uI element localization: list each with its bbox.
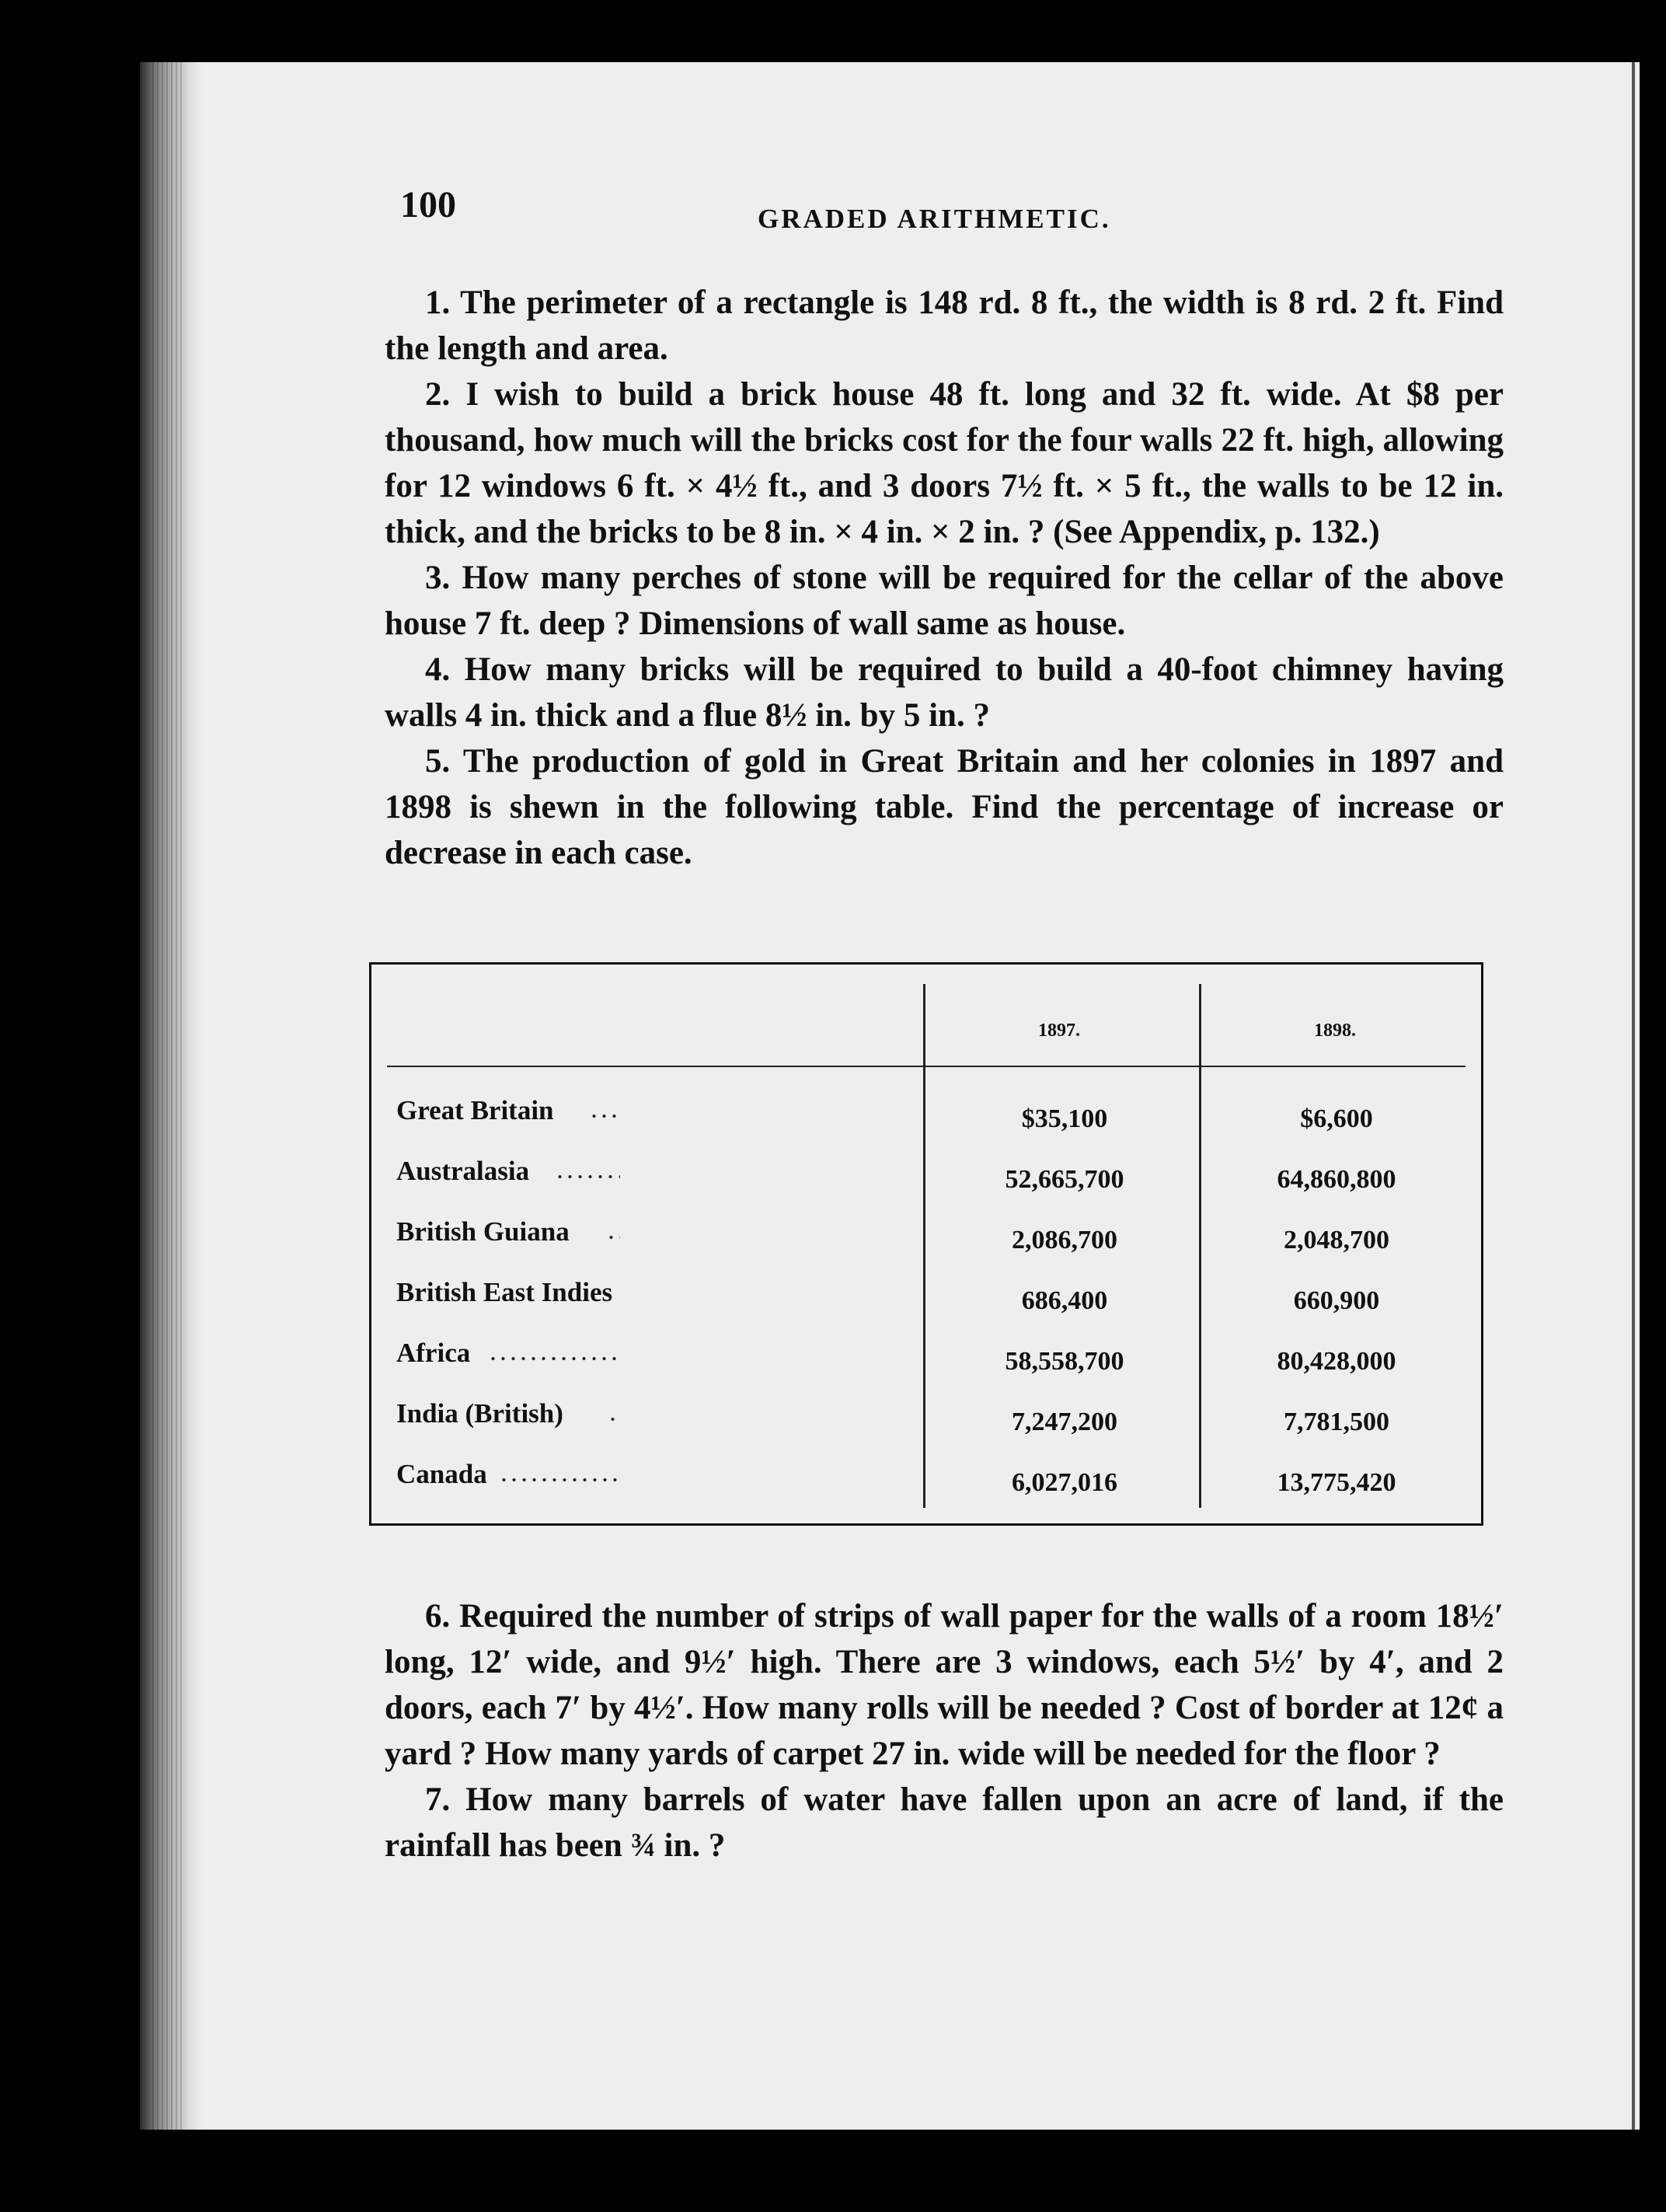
dot-leaders [499,1478,620,1482]
problem-text: The perimeter of a rectangle is 148 rd. 8 ft., the width is 8 rd. 2 ft. Find the length and area. [385,284,1504,367]
row-label: India (British) [396,1398,563,1429]
row-label: Great Britain [396,1095,554,1125]
problem-number: 6. [425,1598,451,1635]
problem-number: 1. [425,284,451,321]
problem-text: How many barrels of water have fallen upon an acre of land, if the rainfall has been ¾ in. ? [385,1781,1504,1864]
value-1897: 686,400 [1021,1286,1108,1315]
problem-2 [385,372,1504,555]
value-1897: 58,558,700 [1005,1347,1124,1376]
value-1897: $35,100 [1021,1104,1108,1133]
value-1898: 7,781,500 [1284,1408,1389,1436]
value-1897: 52,665,700 [1005,1165,1124,1194]
problem-number: 5. [425,743,451,780]
column-header-1898: 1898. [1314,1021,1356,1041]
problem-5 [385,738,1504,876]
row-label: Australasia [396,1156,530,1186]
row-label: British Guiana [396,1216,570,1247]
header-rule [387,1066,1466,1067]
table-row [396,1398,1469,1445]
problem-6 [385,1593,1504,1777]
problem-text: How many perches of stone will be required for the cellar of the above house 7 ft. deep ? Dimensions of wall same as house. [385,560,1504,642]
table-row [396,1338,1469,1384]
problem-text: The production of gold in Great Britain and her colonies in 1897 and 1898 is shewn in the following table. Find the percentage of increase or decrease in each case. [385,743,1504,871]
table-row [396,1095,1469,1142]
value-1897: 2,086,700 [1012,1226,1117,1254]
page-number: 100 [400,184,456,225]
dot-leaders [606,1235,620,1240]
row-label: British East Indies [396,1277,613,1307]
table-row [396,1156,1469,1202]
dot-leaders [488,1356,620,1361]
dot-leaders [589,1114,620,1118]
problem-1 [385,280,1504,372]
problem-number: 2. [425,376,451,413]
problems-bottom [385,1593,1504,1868]
dot-leaders [555,1174,620,1179]
row-label: Africa [396,1338,471,1368]
value-1898: 2,048,700 [1284,1226,1389,1254]
table-row [396,1216,1469,1263]
value-1898: 13,775,420 [1277,1468,1396,1497]
value-1897: 6,027,016 [1012,1468,1117,1497]
row-label: Canada [396,1459,487,1489]
problem-3 [385,555,1504,647]
running-head: GRADED ARITHMETIC. [758,204,1111,234]
problem-text: How many bricks will be required to build a 40-foot chimney having walls 4 in. thick and a flue 8½ in. by 5 in. ? [385,651,1504,734]
problem-number: 4. [425,651,451,688]
value-1898: 64,860,800 [1277,1165,1396,1194]
problem-text: Required the number of strips of wall paper for the walls of a room 18½′ long, 12′ wide, and 9½′ high. There are 3 windows, each 5½′ by 4′, and 2 doors, each 7′ by 4½′. How many rolls will be needed ? Cost of border at 12¢ a yard ? How many yards of carpet 27 in. wide will be needed for the floor ? [385,1598,1504,1772]
problem-7 [385,1777,1504,1868]
problems-top [385,280,1504,876]
value-1897: 7,247,200 [1012,1408,1117,1436]
value-1898: $6,600 [1300,1104,1373,1133]
problem-4 [385,647,1504,738]
table-row [396,1277,1469,1324]
problem-number: 7. [425,1781,451,1818]
value-1898: 660,900 [1293,1286,1380,1315]
binding-edge-lines [152,62,183,2130]
page-right-margin [1640,62,1666,2130]
problem-number: 3. [425,560,451,596]
problem-text: I wish to build a brick house 48 ft. long and 32 ft. wide. At $8 per thousand, how much will the bricks cost for the four walls 22 ft. high, allowing for 12 windows 6 ft. × 4½ ft., and 3 doors 7½ ft. × 5 ft., the walls to be 12 in. thick, and the bricks to be 8 in. × 4 in. × 2 in. ? (See Appendix, p. 132.) [385,376,1504,550]
value-1898: 80,428,000 [1277,1347,1396,1376]
dot-leaders [608,1417,620,1422]
page-edge-rule [1632,62,1635,2130]
column-header-1897: 1897. [1038,1021,1080,1041]
table-row [396,1459,1469,1505]
gold-production-table [369,962,1483,1526]
